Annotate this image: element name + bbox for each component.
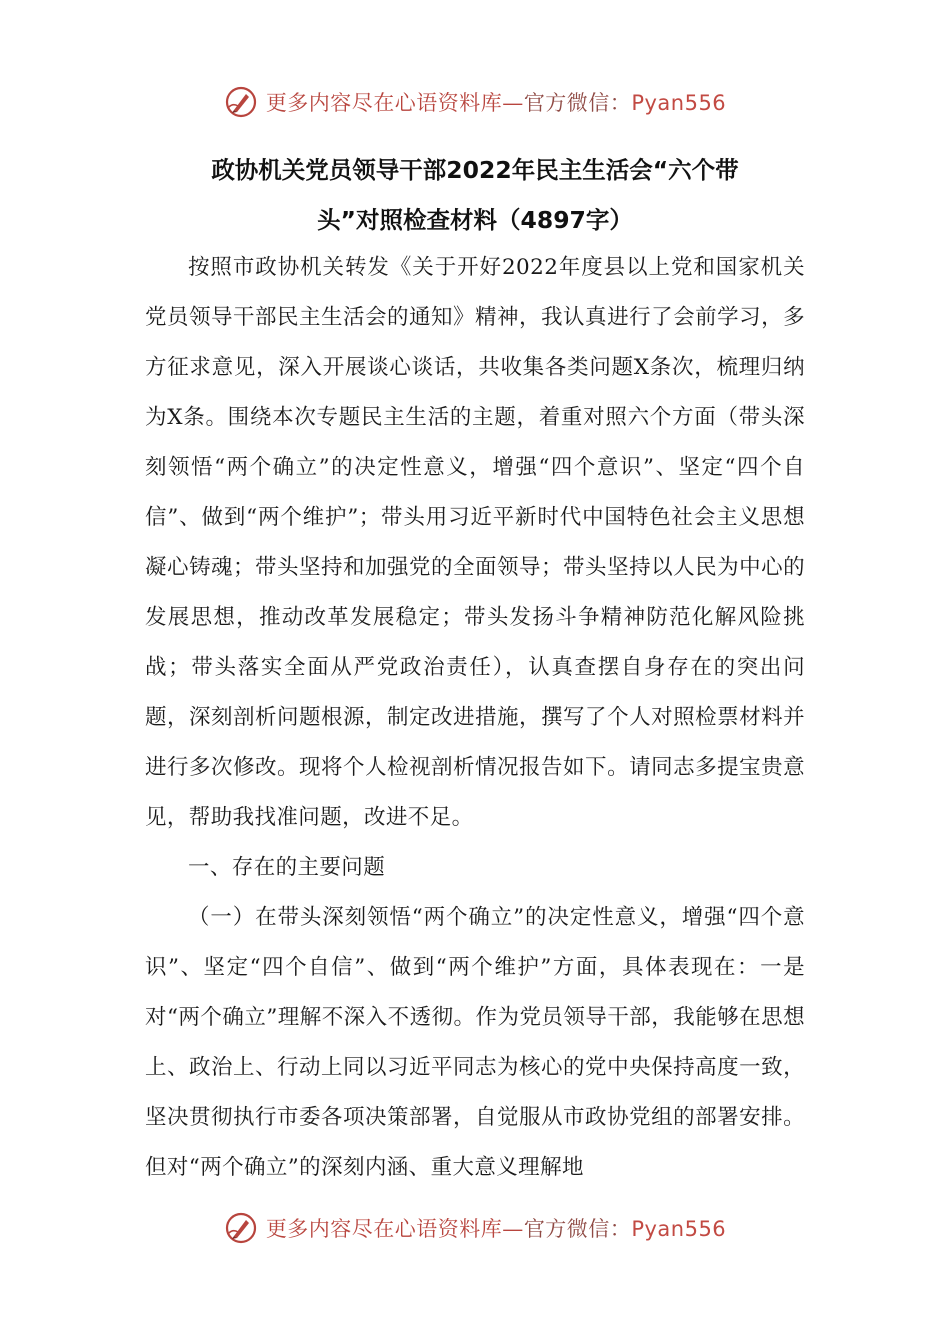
intro-paragraph: 按照市政协机关转发《关于开好2022年度县以上党和国家机关党员领导干部民主生活会的通知》精神，我认真进行了会前学习，多方征求意见，深入开展谈心谈话，共收集各类问题X条次，梳理归纳为X条。围绕本次专题民主生活的主题，着重对照六个方面（带头深刻领悟“两个确立”的决定性意义，增强“四个意识”、坚定“四个自信”、做到“两个维护”；带头用习近平新时代中国特色社会主义思想凝心铸魂；带头坚持和加强党的全面领导；带头坚持以人民为中心的发展思想，推动改革发展稳定；带头发扬斗争精神防范化解风险挑战；带头落实全面从严党政治责任），认真查摆自身存在的突出问题，深刻剖析问题根源，制定改进措施，撰写了个人对照检票材料并进行多次修改。现将个人检视剖析情况报告如下。请同志多提宝贵意见，帮助我找准问题，改进不足。 [145,255,805,830]
subsection-paragraph: （一）在带头深刻领悟“两个确立”的决定性意义，增强“四个意识”、坚定“四个自信”、做到“两个维护”方面，具体表现在：一是对“两个确立”理解不深入不透彻。作为党员领导干部，我能够在思想上、政治上、行动上同以习近平同志为核心的党中央保持高度一致，坚决贯彻执行市委各项决策部署，自觉服从市政协党组的部署安排。但对“两个确立”的深刻内涵、重大意义理解地 [145,905,805,1180]
watermark-official-text: 官方微信： [523,1217,632,1241]
watermark-text [266,1213,726,1243]
watermark-wechat-handle: Pyan556 [631,1217,727,1241]
document-title-line-2: 头”对照检查材料（4897字） [317,206,633,234]
bottom-watermark-banner [0,1208,950,1248]
top-watermark-banner [0,82,950,122]
watermark-site-text: 更多内容尽在心语资料库— [265,1217,524,1241]
watermark-wechat-handle: Pyan556 [631,91,727,115]
pen-logo-icon [224,1211,258,1245]
document-body [145,243,805,1193]
document-title-line-1: 政协机关党员领导干部2022年民主生活会“六个带 [211,156,739,184]
watermark-official-text: 官方微信： [523,91,632,115]
pen-logo-icon [224,85,258,119]
watermark-text [266,87,726,117]
section-heading: 一、存在的主要问题 [188,855,386,880]
watermark-site-text: 更多内容尽在心语资料库— [265,91,524,115]
